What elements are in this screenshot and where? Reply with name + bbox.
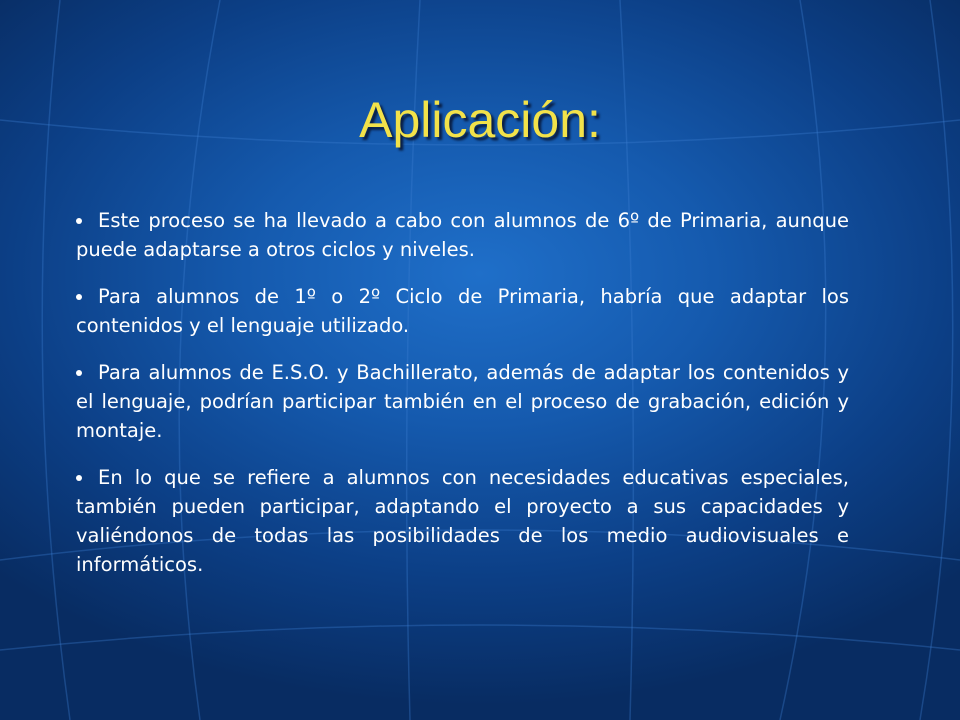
bullet-dot-icon (76, 218, 82, 224)
bullet-text: En lo que se refiere a alumnos con necesidades educativas especiales, también pueden participar, adaptando el proyecto a sus capacidades y valiéndonos de todas las posibilidades de los medio audiovisuales e informáticos. (76, 466, 849, 576)
bullet-item (76, 463, 849, 579)
bullet-text: Para alumnos de E.S.O. y Bachillerato, además de adaptar los contenidos y el lenguaje, podrían participar también en el proceso de grabación, edición y montaje. (76, 361, 849, 442)
bullet-item (76, 206, 849, 264)
bullet-item (76, 282, 849, 340)
bullet-text: Este proceso se ha llevado a cabo con alumnos de 6º de Primaria, aunque puede adaptarse a otros ciclos y niveles. (76, 209, 849, 261)
slide-title: Aplicación: (359, 92, 601, 148)
bullet-dot-icon (76, 475, 82, 481)
bullet-dot-icon (76, 294, 82, 300)
bullet-dot-icon (76, 370, 82, 376)
bullet-list (76, 206, 849, 597)
bullet-text: Para alumnos de 1º o 2º Ciclo de Primaria, habría que adaptar los contenidos y el lenguaje utilizado. (76, 285, 849, 337)
bullet-item (76, 358, 849, 445)
